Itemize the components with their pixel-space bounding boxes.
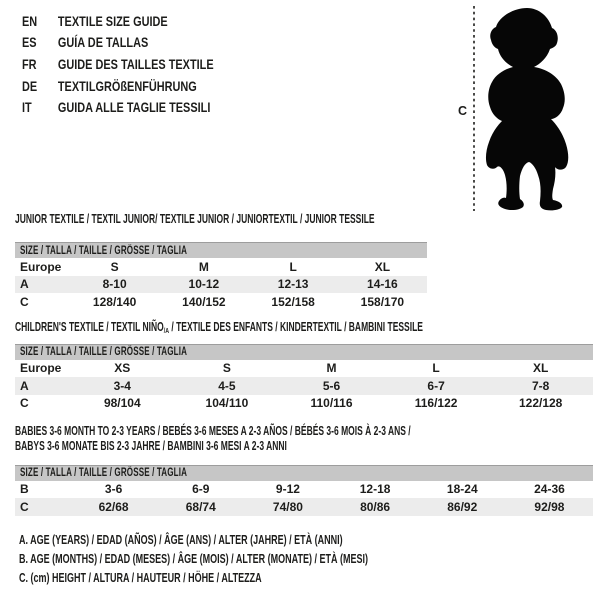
size-cell: L [432,361,440,376]
age-cell: 5-6 [322,378,341,393]
language-code: EN [22,12,38,29]
table-row-age [15,377,593,395]
baby-silhouette [486,8,568,210]
age-cell: 7-8 [532,378,550,393]
size-cell: S [110,259,119,274]
language-code: FR [22,55,37,72]
age-cell: 9-12 [275,482,300,497]
language-row [22,32,214,54]
age-cell: 14-16 [367,277,398,292]
footnotes [19,531,504,587]
size-cell: S [222,361,231,376]
size-cell: XL [533,361,549,376]
language-row [22,10,214,32]
age-cell: 6-7 [427,378,445,393]
language-title: GUIDE DES TAILLES TEXTILE [57,55,214,72]
language-code: ES [22,34,37,51]
height-cell: 128/140 [92,294,137,309]
table-row-height [15,293,427,311]
height-cell: 140/152 [182,294,226,309]
height-cell: 110/116 [310,396,353,411]
height-cell: 158/170 [360,294,405,309]
footnote-a: A. AGE (YEARS) / EDAD (AÑOS) / ÂGE (ANS) / ALTER (JAHRE) / ETÀ (ANNI) [19,533,343,548]
height-label-c: C [458,104,468,118]
table-row-height [15,395,593,413]
age-cell: 12-13 [277,277,309,292]
language-list [22,10,268,118]
age-cell: 12-18 [359,482,391,497]
language-title: GUIDA ALLE TAGLIE TESSILI [57,99,211,116]
row-label: B [20,482,29,497]
row-label: Europe [20,259,62,274]
table-row-age [15,276,427,294]
size-header-text: SIZE / TALLA / TAILLE / GRÖSSE / TAGLIA [20,346,188,358]
junior-table [15,242,427,311]
row-label: C [20,499,29,514]
size-header-bar [15,242,427,258]
height-cell: 92/98 [534,499,565,514]
row-label: C [20,396,29,411]
language-row [22,96,214,118]
table-row-europe [15,360,593,378]
size-cell: M [198,259,209,274]
language-title: TEXTILGRÖßENFÜHRUNG [57,77,197,94]
baby-silhouette-svg [450,0,600,215]
size-header-text: SIZE / TALLA / TAILLE / GRÖSSE / TAGLIA [20,244,188,257]
language-code: IT [22,99,32,116]
age-cell: 24-36 [534,482,565,497]
children-table [15,344,593,413]
height-cell: 104/110 [205,396,249,411]
language-row [22,53,214,75]
language-title: TEXTILE SIZE GUIDE [57,12,168,29]
row-label: A [20,378,29,393]
language-code: DE [22,77,38,94]
age-cell: 6-9 [192,482,210,497]
size-cell: M [326,361,337,376]
row-label: C [20,294,29,309]
height-cell: 62/68 [98,499,129,514]
age-cell: 4-5 [218,378,236,393]
size-header-bar [15,465,593,481]
height-cell: 122/128 [518,396,563,411]
children-title: CHILDREN'S TEXTILE / TEXTIL $NIÑO_{/A}$ / TEXTILE DES ENFANTS / KINDERTEXTIL / BAMBINI TESSILE [15,320,423,335]
age-cell: 3-6 [104,482,123,497]
nino-a-subscript: /A [163,325,170,335]
size-cell: L [289,259,297,274]
row-label: A [20,277,29,292]
babies-title: BABIES 3-6 MONTH TO 2-3 YEARS / BEBÉS 3-6 MESES A 2-3 AÑOS / BÉBÉS 3-6 MOIS À 2-3 ANS / BABYS 3-6 MONATE BIS 2-3 JAHRE / BAMBINI 3-6 MESI A 2-3 ANNI [15,424,411,453]
table-row-europe [15,258,427,276]
size-cell: XS [114,361,131,376]
size-header-bar [15,344,593,360]
height-cell: 152/158 [271,294,315,309]
language-row [22,75,214,97]
height-cell: 86/92 [447,499,478,514]
babies-table [15,465,593,516]
size-cell: XL [374,259,391,274]
table-row-age [15,481,593,499]
language-title: GUÍA DE TALLAS [57,34,149,51]
table-row-height [15,498,593,516]
footnote-c: C. (cm) HEIGHT / ALTURA / HAUTEUR / HÖHE / ALTEZZA [19,570,262,585]
junior-title: JUNIOR TEXTILE / TEXTIL JUNIOR/ TEXTILE JUNIOR / JUNIORTEXTIL / JUNIOR TESSILE [15,212,375,226]
height-cell: 80/86 [360,499,391,514]
baby-height-figure [450,0,600,215]
age-cell: 3-4 [113,378,131,393]
footnote-b: B. AGE (MONTHS) / EDAD (MESES) / ÂGE (MOIS) / ALTER (MONATE) / ETÀ (MESI) [19,552,368,567]
height-cell: 74/80 [272,499,303,514]
height-cell: 68/74 [185,499,216,514]
age-cell: 10-12 [188,277,220,292]
height-cell: 98/104 [103,396,141,411]
size-header-text: SIZE / TALLA / TAILLE / GRÖSSE / TAGLIA [20,467,188,479]
age-cell: 8-10 [102,277,127,292]
height-cell: 116/122 [414,396,458,411]
age-cell: 18-24 [446,482,478,497]
row-label: Europe [20,361,62,376]
